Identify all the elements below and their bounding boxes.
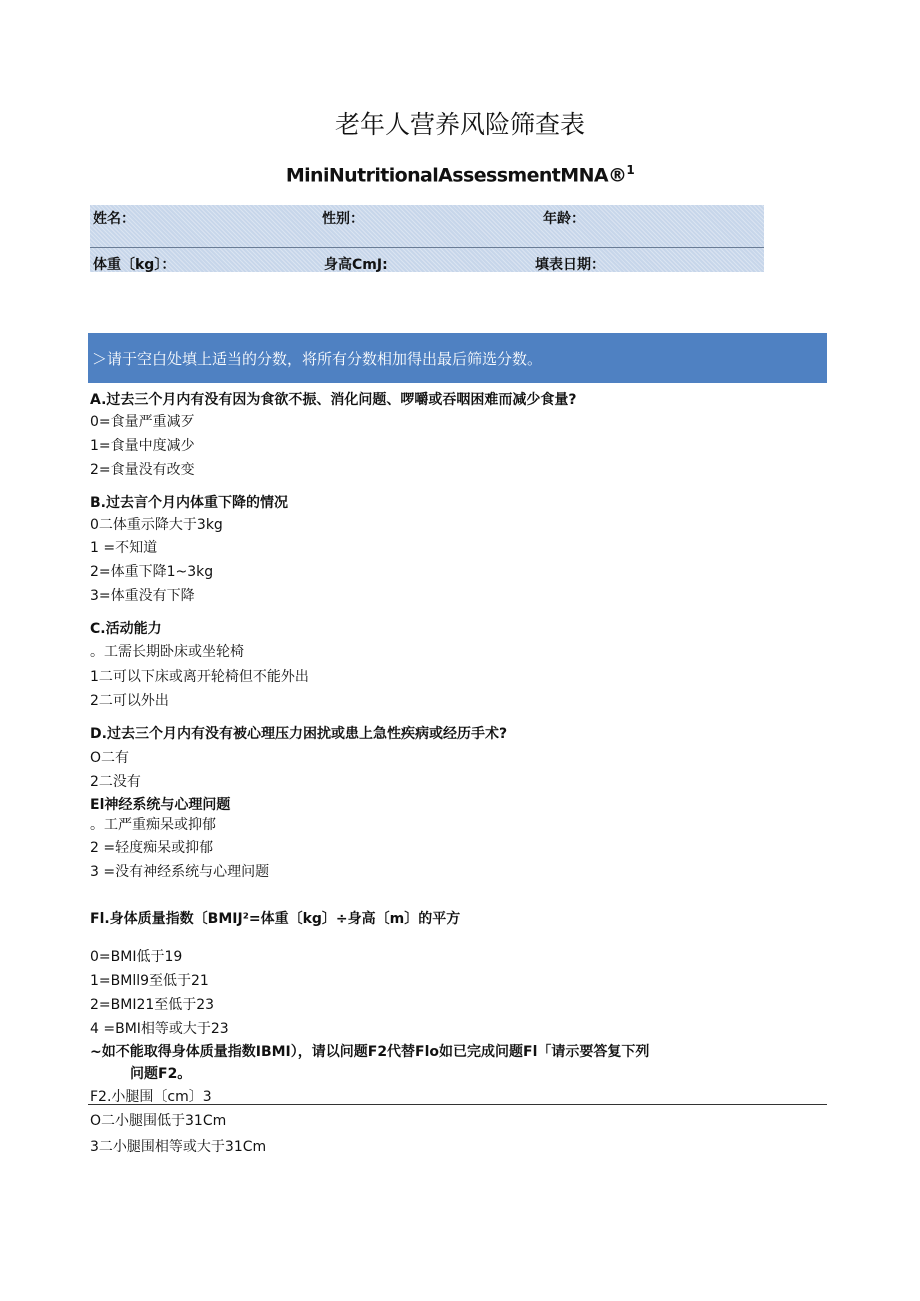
question-d: D.过去三个月内有没有被心理压力困扰或患上急性疾病或经历手术? [90,726,508,742]
subtitle-text: MiniNutritionalAssessmentMNA® [285,164,627,187]
question-a: A.过去三个月内有没有因为食欲不振、消化问题、啰嚼或吞咽困难而减少食量? [90,392,577,408]
question-c: C.活动能力 [90,621,162,637]
page-title: 老年人营养风险筛查表 [334,110,585,139]
bmi-note-line-1: ~如不能取得身体质量指数IBMI），请以问题F2代替Flo如已完成问题Fl「请示要答复下列 [90,1044,650,1060]
name-field-label[interactable]: 姓名： [93,211,135,227]
option-c-1[interactable]: 1二可以下床或离开轮椅但不能外出 [90,669,309,685]
option-f2-0[interactable]: O二小腿围低于31Cm [90,1113,227,1129]
option-b-1[interactable]: 1 =不知道 [90,540,158,556]
option-d-1[interactable]: 2二没有 [90,774,141,790]
option-f1-3[interactable]: 4 =BMI相等或大于23 [90,1021,229,1037]
option-f1-0[interactable]: 0=BMI低于19 [90,949,183,965]
subtitle-footnote-mark: 1 [626,163,635,177]
info-divider [90,247,764,248]
option-c-0[interactable]: 。工需长期卧床或坐轮椅 [90,644,244,660]
date-field-label[interactable]: 填表日期： [535,257,605,273]
option-e-1[interactable]: 2 =轻度痴呆或抑郁 [90,840,214,856]
option-a-2[interactable]: 2=食量没有改变 [90,462,195,478]
option-f2-1[interactable]: 3二小腿围相等或大于31Cm [90,1139,267,1155]
option-a-1[interactable]: 1=食量中度减少 [90,438,195,454]
height-field-label[interactable]: 身高CmJ: [324,257,388,273]
bmi-note-line-2: 问题F2。 [130,1066,192,1082]
gender-field-label[interactable]: 性别： [322,211,364,227]
question-b: B.过去言个月内体重下降的情况 [90,495,288,511]
f2-divider [88,1104,827,1105]
question-f1: Fl.身体质量指数〔BMIJ²=体重〔kg〕÷身高〔m〕的平方 [90,911,461,927]
option-b-0[interactable]: 0二体重示降大于3kg [90,517,223,533]
option-f1-2[interactable]: 2=BMI21至低于23 [90,997,215,1013]
instruction-banner: ＞请于空白处填上适当的分数，将所有分数相加得出最后筛选分数。 [88,333,827,383]
personal-info-box [90,205,764,272]
option-e-2[interactable]: 3 =没有神经系统与心理问题 [90,864,270,880]
option-c-2[interactable]: 2二可以外出 [90,693,169,709]
option-d-0[interactable]: O二有 [90,750,130,766]
question-e: El神经系统与心理问题 [90,797,231,813]
question-f2: F2.小腿围〔cm〕3 [90,1089,212,1105]
weight-field-label[interactable]: 体重〔kg〕： [93,257,176,273]
option-f1-1[interactable]: 1=BMll9至低于21 [90,973,209,989]
option-e-0[interactable]: 。工严重痴呆或抑郁 [90,817,216,833]
option-a-0[interactable]: 0=食量严重减歹 [90,414,195,430]
option-b-3[interactable]: 3=体重没有下降 [90,588,195,604]
page-subtitle [0,163,920,186]
option-b-2[interactable]: 2=体重下降1~3kg [90,564,214,580]
age-field-label[interactable]: 年龄： [543,211,585,227]
